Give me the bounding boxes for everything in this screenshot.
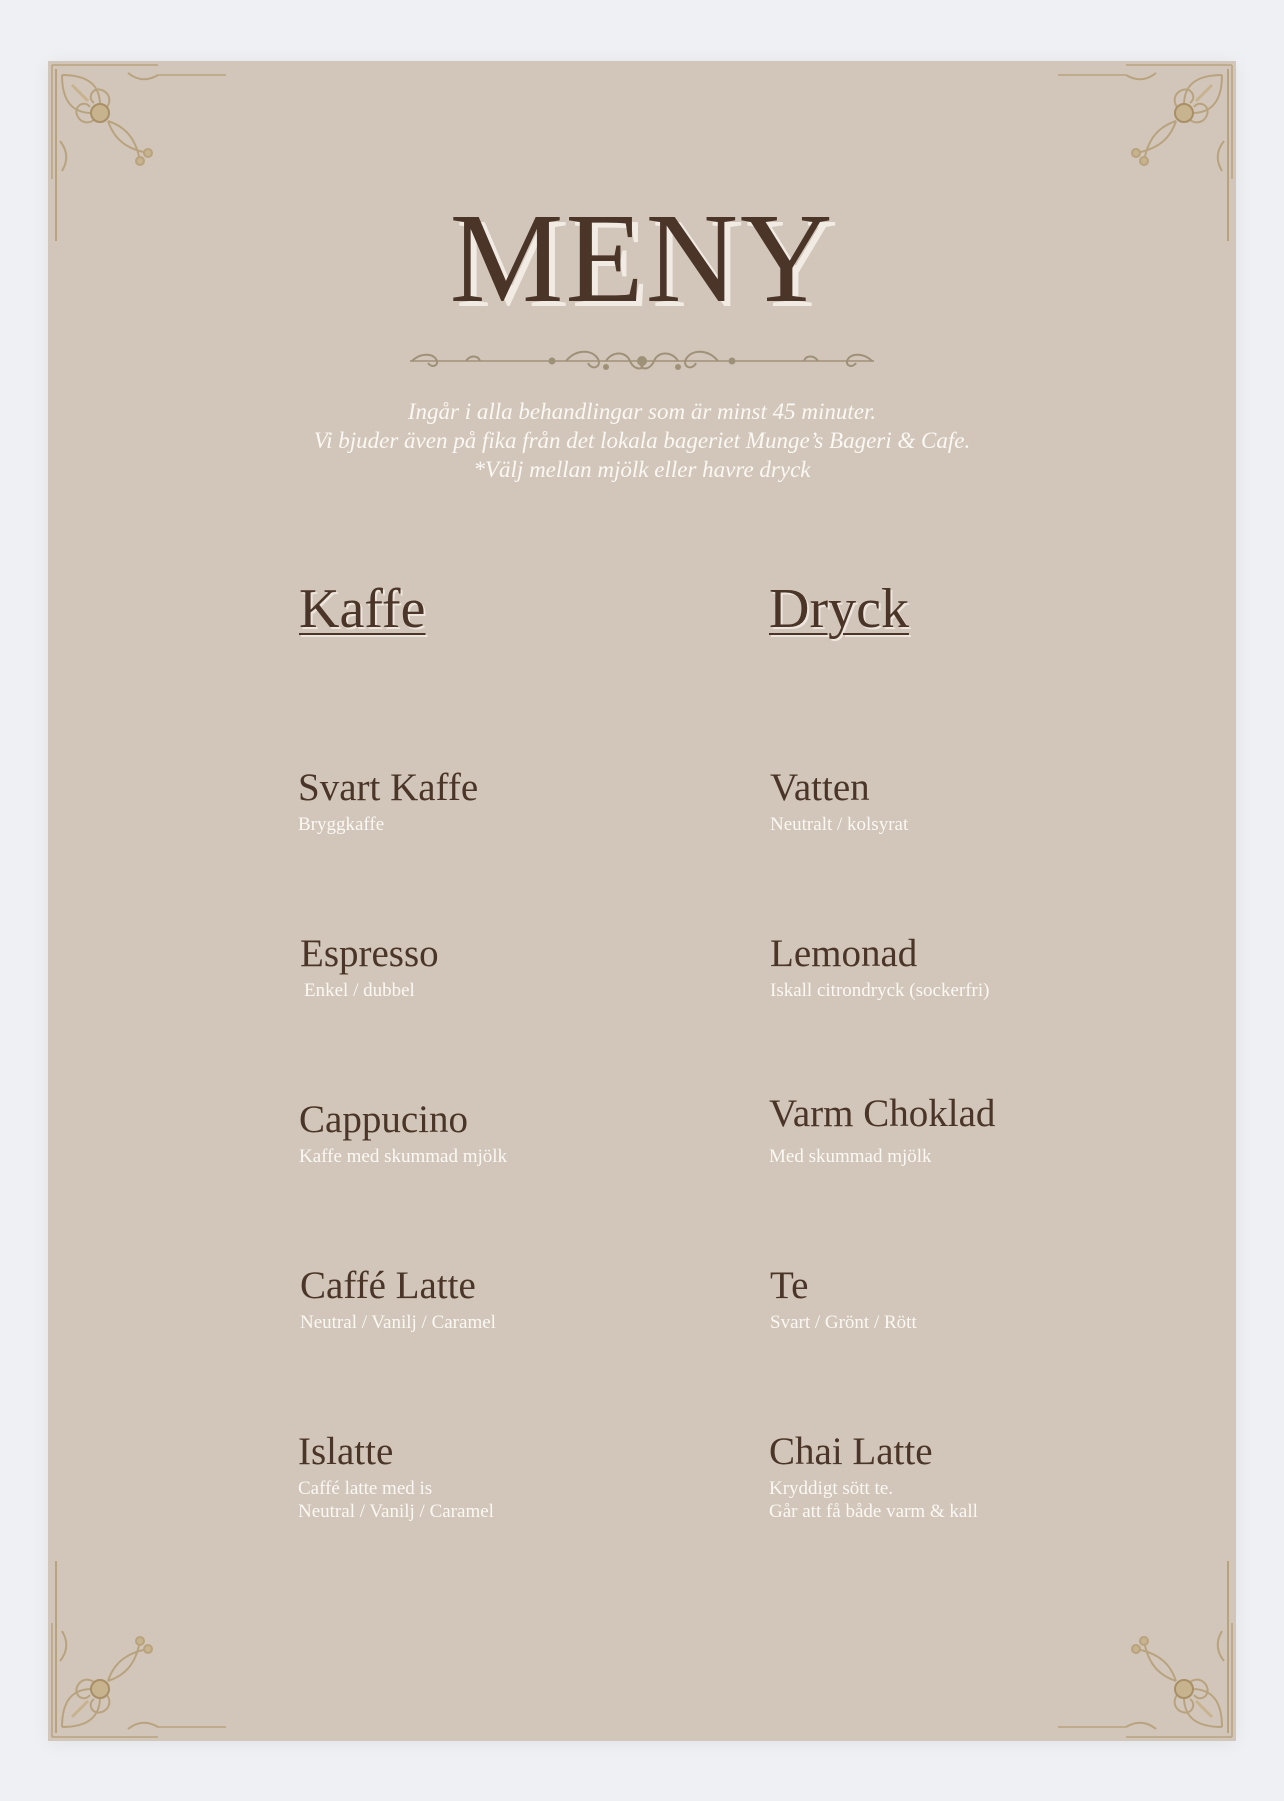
menu-item-vatten	[770, 766, 1130, 836]
item-name: Caffé Latte	[300, 1264, 476, 1307]
menu-page	[48, 61, 1236, 1741]
item-name: Islatte	[298, 1430, 394, 1473]
item-description: Kryddigt sött te.	[769, 1478, 894, 1499]
item-description: Neutralt / kolsyrat	[770, 814, 909, 835]
intro-line: *Välj mellan mjölk eller havre dryck	[473, 457, 811, 482]
item-name: Cappucino	[299, 1098, 468, 1141]
item-description: Neutral / Vanilj / Caramel	[300, 1312, 496, 1333]
item-name: Lemonad	[770, 932, 918, 975]
item-name: Te	[770, 1264, 809, 1307]
menu-item-lemonad	[770, 932, 1130, 1002]
item-description: Svart / Grönt / Rött	[770, 1312, 917, 1333]
item-description: Iskall citrondryck (sockerfri)	[770, 980, 990, 1001]
intro-line: Ingår i alla behandlingar som är minst 45 minuter.	[407, 399, 877, 424]
corner-ornament-bottom-right	[1046, 1551, 1236, 1741]
item-name: Svart Kaffe	[298, 766, 479, 809]
page-title: MENY	[449, 187, 835, 329]
item-name: Chai Latte	[769, 1430, 933, 1473]
menu-item-islatte	[298, 1430, 658, 1523]
section-heading-kaffe: Kaffe	[299, 578, 426, 640]
menu-item-espresso	[300, 932, 660, 1002]
item-name: Vatten	[770, 766, 870, 809]
intro-text	[48, 397, 1236, 484]
item-description: Neutral / Vanilj / Caramel	[298, 1501, 494, 1522]
item-description: Enkel / dubbel	[304, 980, 415, 1001]
item-description: Kaffe med skummad mjölk	[299, 1146, 508, 1167]
item-name: Espresso	[300, 932, 439, 975]
intro-line: Vi bjuder även på fika från det lokala bageriet Munge’s Bageri & Cafe.	[313, 428, 971, 453]
flourish-divider	[406, 343, 878, 379]
menu-item-te	[770, 1264, 1130, 1334]
item-description: Går att få både varm & kall	[769, 1501, 978, 1522]
item-description: Caffé latte med is	[298, 1478, 433, 1499]
section-heading-dryck: Dryck	[769, 578, 909, 640]
item-description: Med skummad mjölk	[769, 1146, 932, 1167]
item-name: Varm Choklad	[769, 1092, 996, 1135]
menu-item-varm-choklad	[769, 1092, 1129, 1168]
corner-ornament-bottom-left	[48, 1551, 238, 1741]
menu-item-svart-kaffe	[298, 766, 658, 836]
item-description: Bryggkaffe	[298, 814, 385, 835]
menu-item-caffe-latte	[300, 1264, 660, 1334]
menu-item-cappucino	[299, 1098, 659, 1168]
menu-item-chai-latte	[769, 1430, 1129, 1523]
